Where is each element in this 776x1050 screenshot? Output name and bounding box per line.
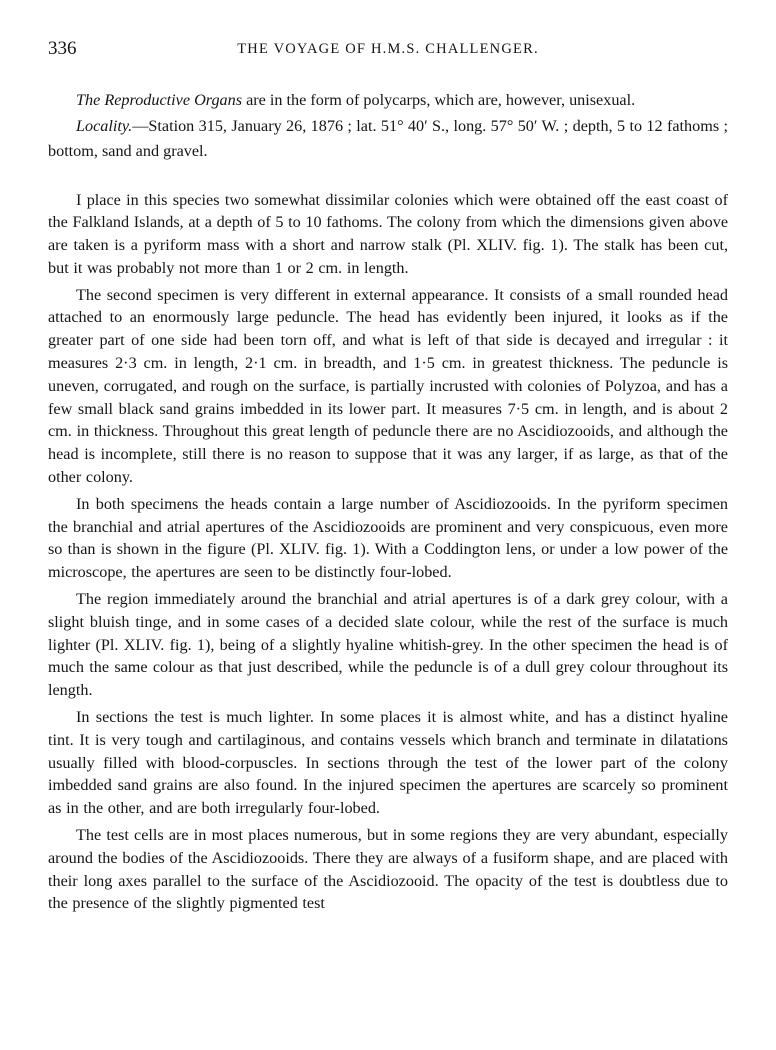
paragraph-3: In both specimens the heads contain a large number of Ascidiozooids. In the pyriform specimen the branchial and atrial apertures of the Ascidiozooids are prominent and very conspicuous, even more so than is shown in the figure (Pl. XLIV. fig. 1). With a Coddington lens, or under a low power of the microscope, the apertures are seen to be distinctly four-lobed.: [48, 494, 728, 582]
reproductive-organs-label: The Reproductive Organs: [76, 91, 243, 109]
page-header: [48, 38, 728, 62]
locality-line: [48, 114, 728, 165]
locality-label: Locality.: [76, 116, 133, 135]
paragraph-2: The second specimen is very different in external appearance. It consists of a small rounded head attached to an enormously large peduncle. The head has evidently been injured, it looks as if the greater part of one side had been torn off, and what is left of that side is decayed and irregular : it measures 2·3 cm. in length, 2·1 cm. in breadth, and 1·5 cm. in greatest thickness. The peduncle is uneven, corrugated, and rough on the surface, is partially incrusted with colonies of Polyzoa, and has a few small black sand grains imbedded in its lower part. It measures 7·5 cm. in length, and is about 2 cm. in thickness. Throughout this great length of peduncle there are no Ascidiozooids, and although the head is incomplete, still there is no reason to suppose that it was any larger, if as large, as that of the other colony.: [48, 285, 728, 487]
paragraph-1: I place in this species two somewhat dissimilar colonies which were obtained off the east coast of the Falkland Islands, at a depth of 5 to 10 fathoms. The colony from which the dimensions given above are taken is a pyriform mass with a short and narrow stalk (Pl. XLIV. fig. 1). The stalk has been cut, but it was probably not more than 1 or 2 cm. in length.: [48, 190, 728, 277]
reproductive-organs-text: are in the form of polycarps, which are, however, unisexual.: [242, 91, 636, 109]
reproductive-organs-line: [48, 88, 728, 114]
paragraph-5: In sections the test is much lighter. In some places it is almost white, and has a distinct hyaline tint. It is very tough and cartilaginous, and contains vessels which branch and terminate in dilatations usually filled with blood-corpuscles. In sections through the test of the lower part of the colony imbedded sand grains are also found. In the injured specimen the apertures are scarcely so prominent as in the other, and are both irregularly four-lobed.: [48, 708, 728, 818]
locality-text: —Station 315, January 26, 1876 ; lat. 51° 40′ S., long. 57° 50′ W. ; depth, 5 to 12 fathoms ; bottom, sand and gravel.: [48, 116, 728, 160]
body-text: [48, 189, 728, 916]
running-title: THE VOYAGE OF H.M.S. CHALLENGER.: [237, 41, 539, 57]
page-number: 336: [48, 38, 77, 59]
paragraph-4: The region immediately around the branchial and atrial apertures is of a dark grey colour, with a slight bluish tinge, and in some cases of a decided slate colour, while the rest of the surface is much lighter (Pl. XLIV. fig. 1), being of a slightly hyaline whitish-grey. In the other specimen the head is of much the same colour as that just described, while the peduncle is of a dull grey colour throughout its length.: [48, 590, 728, 700]
paragraph-6: The test cells are in most places numerous, but in some regions they are very abundant, especially around the bodies of the Ascidiozooids. There they are always of a fusiform shape, and are placed with their long axes parallel to the surface of the Ascidiozooid. The opacity of the test is doubtless due to the presence of the slightly pigmented test: [48, 826, 728, 913]
species-details: [48, 88, 728, 165]
document-page: [48, 38, 728, 915]
